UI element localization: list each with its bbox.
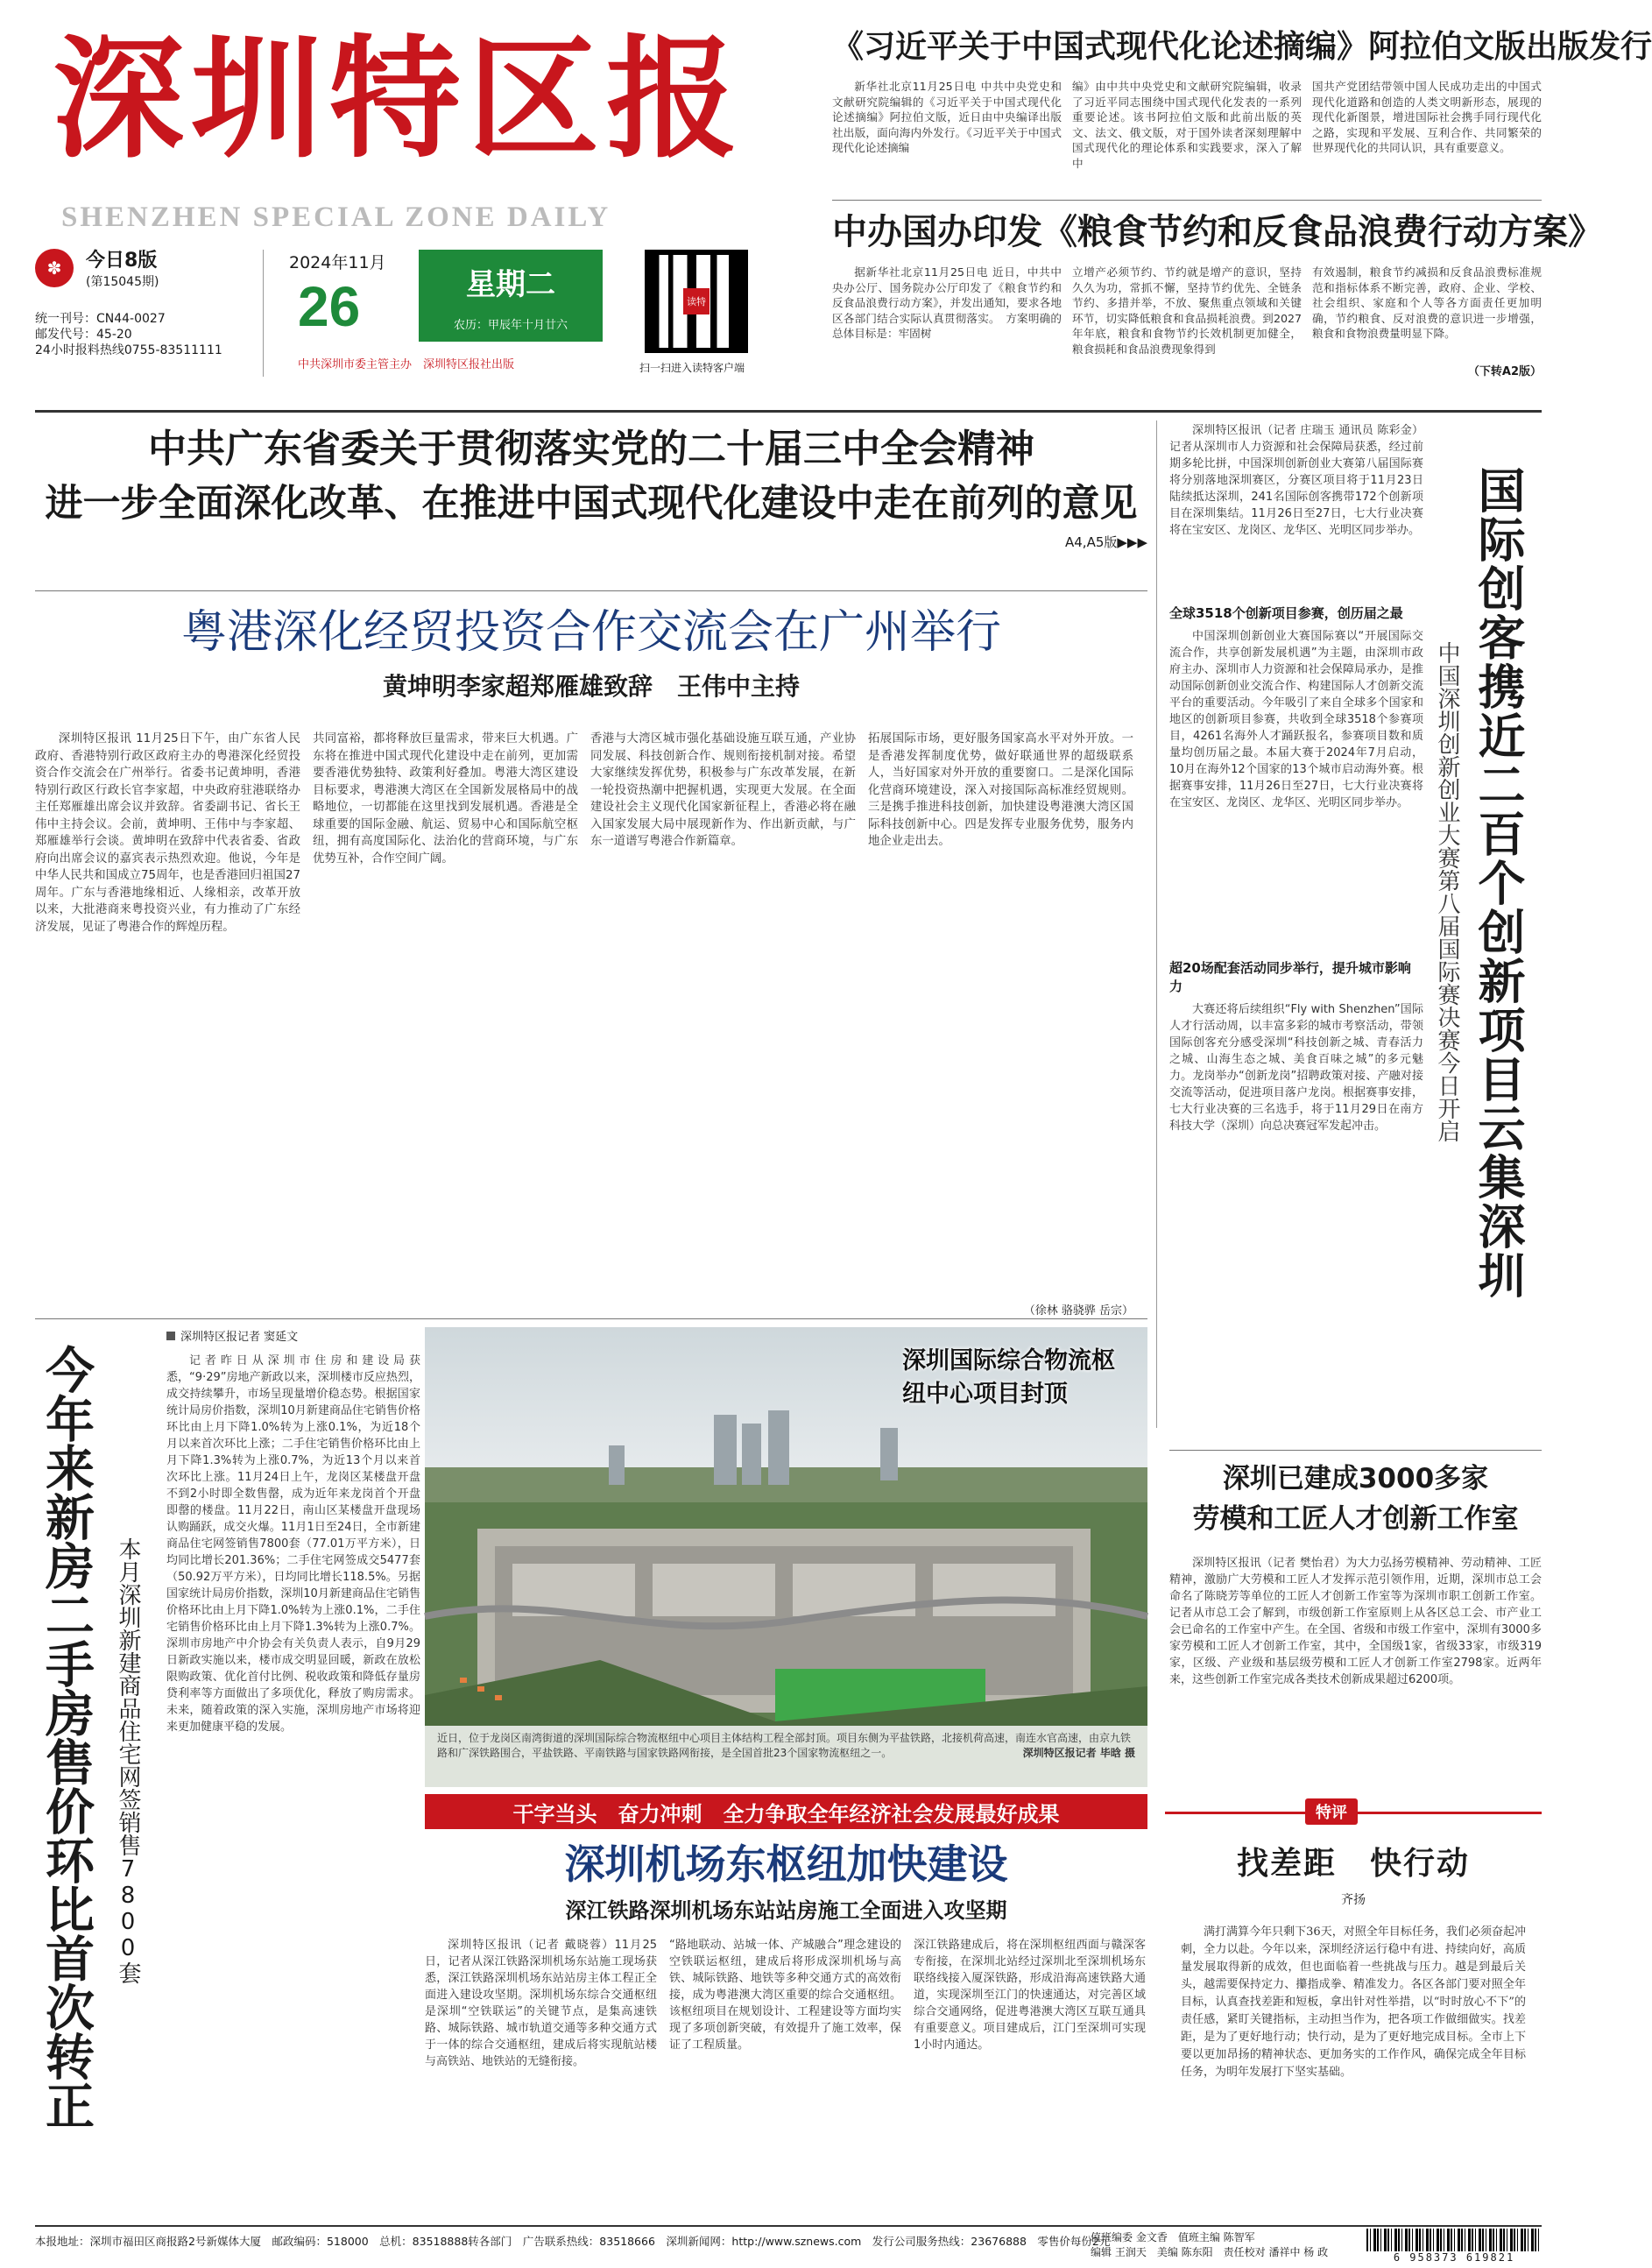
footer-editors-line1: 值班编委 金文香 值班主编 陈智军 [1091, 2231, 1255, 2243]
barcode [1366, 2229, 1542, 2265]
maker-headline: 国际创客携近二百个创新项目云集深圳 [1471, 466, 1526, 1300]
housing-headline: 今年来新房二手房售价环比首次转正 [38, 1345, 95, 2130]
weekday: 星期二 [466, 267, 555, 302]
masthead [35, 22, 823, 233]
forum-title: 粤港深化经贸投资合作交流会在广州举行 [180, 606, 1001, 659]
airport-col3: 深江铁路建成后，将在深圳枢纽西面与赣深客专衔接，在深圳北站经过深圳北至深圳机场东联络线接入厦深铁路，形成沿海高速铁路大通道，实现深圳至江门的快速通达，对完善区域综合交通网络，促进粤港澳大湾区互联互通具有重要意义。项目建成后，江门至深圳可实现1小时内通达。 [914, 1939, 1146, 2052]
lead-page-ref[interactable]: A4,A5版▶▶▶ [1065, 534, 1147, 550]
maker-subheadline: 中国深圳创新创业大赛第八届国际赛决赛今日开启 [1434, 641, 1460, 1142]
footer-editors [1091, 2230, 1353, 2260]
masthead-logo: 深圳特区报 [53, 22, 745, 176]
masthead-english-title: SHENZHEN SPECIAL ZONE DAILY [61, 201, 611, 233]
airport-subtitle: 深江铁路深圳机场东站站房施工全面进入攻坚期 [565, 1898, 1007, 1923]
barcode-number: 6 958373 619821 [1393, 2251, 1515, 2264]
forum-col3: 香港与大湾区城市强化基础设施互联互通，产业协同发展、科技创新合作、规则衔接机制对接。希望大家继续发挥优势，积极参与广东改革发展，在新一轮投资热潮中把握机遇，实现更大发展。在全面建设社会主义现代化国家新征程上，香港必将在融入国家发展大局中展现新作为、作出新贡献，与广东一道谱写粤港合作新篇章。 [590, 732, 856, 848]
forum-col4: 拓展国际市场，更好服务国家高水平对外开放。一是香港发挥制度优势，做好联通世界的超级联系人，当好国家对外开放的重要窗口。二是深化国际化营商环境建设，深入对接国际高标准经贸规则。三是携手推进科技创新，加快建设粤港澳大湾区国际科技创新中心。四是发挥专业服务优势，服务内地企业走出去。 [868, 732, 1133, 848]
news-food-waste [832, 207, 1603, 378]
byline-marker-icon [166, 1332, 175, 1340]
commentary-box [1165, 1804, 1542, 2216]
date-day: 26 [298, 275, 361, 338]
registration-number: 统一刊号：CN44-0027 [35, 312, 166, 326]
airport-col2: “路地联动、站城一体、产城融合”理念建设的空铁联运枢纽，建成后将形成深圳机场与高铁、城际铁路、地铁等多种交通方式的高效衔接，成为粤港澳大湾区重要的综合交通枢纽。该枢纽项目在规划设计、工程建设等方面均实现了多项创新突破，有效提升了施工效率，保证了工程质量。 [669, 1939, 901, 2052]
lunar-date: 农历：甲辰年十月廿六 [453, 319, 568, 332]
divider [35, 590, 1147, 591]
qr-block [639, 250, 788, 381]
footer-info: 本报地址：深圳市福田区商报路2号新媒体大厦 邮政编码：518000 总机：83518888转各部门 广告联系热线：83518666 深圳新闻网：http://www.sznews.com 发行公司服务热线：23676888 零售价每份2元 [35, 2235, 1111, 2248]
housing-byline: 深圳特区报记者 窦延文 [180, 1331, 299, 1344]
news-hotline: 24小时报料热线0755-83511111 [35, 343, 222, 357]
news-xi-book-col1: 新华社北京11月25日电 中共中央党史和文献研究院编辑的《习近平关于中国式现代化论述摘编》阿拉伯文版，近日由中央编译出版社出版，面向海内外发行。《习近平关于中国式现代化论述摘编 [832, 80, 1062, 154]
maker-para-2: 大赛还将后续组织“Fly with Shenzhen”国际人才行活动周，以丰富多彩的城市考察活动，带领国际创客充分感受深圳“科技创新之城、青春活力之城、山海生态之城、美食百味之城”的多元魅力。龙岗举办“创新龙岗”招聘政策对接、产融对接交流等活动，促进项目落户龙岗。根据赛事安排，七大行业决赛的三名选手，将于11月29日在南方科技大学（深圳）向总决赛冠军发起冲击。 [1169, 1003, 1423, 1133]
forum-col2: 共同富裕，都将释放巨量需求，带来巨大机遇。广东将在推进中国式现代化建设中走在前列，更加需要香港优势独特、政策利好叠加。粤港大湾区建设目标要求，粤港澳大湾区在全国新发展格局中的战略地位，一切都能在这里找到发展机遇。香港是全球重要的国际金融、航运、贸易中心和国际航空枢纽，拥有高度国际化、法治化的营商环境，与广东优势互补，合作空间广阔。 [313, 732, 578, 866]
header-divider [35, 410, 1542, 413]
maker-lead: 深圳特区报讯（记者 庄瑞玉 通讯员 陈彩金）记者从深圳市人力资源和社会保障局获悉，经过前期多轮比拼，中国深圳创新创业大赛第八届国际赛将分别落地深圳赛区，分赛区项目将于11月23日陆续抵达深圳，241名国际创客携带172个创新项目在深圳集结。11月26日至27日，七大行业决赛将在宝安区、龙岗区、龙华区、光明区同步举办。 [1169, 424, 1423, 537]
housing-body: 记者昨日从深圳市住房和建设局获悉，“9·29”房地产新政以来，深圳楼市反应热烈，成交持续攀升，市场呈现量增价稳态势。根据国家统计局房价指数，深圳10月新建商品住宅销售价格环比由上月下降1.0%转为上涨0.1%，为近18个月以来首次环比上涨；二手住宅销售价格环比由上月下降1.3%转为上涨0.7%，为近13个月以来首次环比上涨。11月24日上午，龙岗区某楼盘开盘不到2小时即全数售罄，成为近年来龙岗首个开盘即罄的楼盘。11月22日，南山区某楼盘开盘现场认购踊跃，成交火爆。11月1日至24日，全市新建商品住宅网签销售7800套（77.01万平方米），日均同比增长201.36%；二手住宅网签成交5477套（50.92万平方米），日均同比增长118.5%。另据国家统计局房价指数，深圳10月新建商品住宅销售价格环比由上月下降1.0%转为上涨0.1%，二手住宅销售价格环比由上月下降1.3%转为上涨0.7%。深圳市房地产中介协会有关负责人表示，自9月29日新政实施以来，楼市成交明显回暖，新政在放松限购政策、优化首付比例、税收政策和降低存量房贷利率等方面做出了多项优化，释放了购房需求。未来，随着政策的深入实施，深圳房地产市场将迎来更加健康平稳的发展。 [166, 1354, 420, 1734]
news-food-waste-col3: 有效遏制，粮食节约减损和反食品浪费标准规范和指标体系不断完善，政府、企业、学校、社会组织、家庭和个人等各方面责任更加明确，节约粮食、反对浪费的意识进一步增强，粮食和食物浪费量明显下降。 [1312, 265, 1542, 340]
news-xi-book [832, 25, 1652, 186]
airport-col1: 深圳特区报讯（记者 戴晓蓉）11月25日，记者从深江铁路深圳机场东站施工现场获悉，深江铁路深圳机场东站站房主体工程正全面进入建设攻坚期。深圳机场东综合交通枢纽是深圳“空铁联运”的关键节点，是集高速铁路、城际铁路、城市轨道交通等多种交通方式于一体的综合交通枢纽，建成后将实现航站楼与高铁站、地铁站的无缝衔接。 [425, 1939, 657, 2068]
commentary-author: 齐扬 [1341, 1893, 1366, 1907]
maker-para-1: 中国深圳创新创业大赛国际赛以“开展国际交流合作，共享创新发展机遇”为主题，由深圳市政府主办、深圳市人力资源和社会保障局承办，是推动国际创新创业交流合作、构建国际人才创新交流平台的重要活动。今年吸引了来自全球多个国家和地区的创新项目参赛，共收到全球3518个参赛项目，4261名海外人才踊跃报名，参赛项目数和质量均创历届之最。本届大赛于2024年7月启动，10月在海外12个国家的13个城市启动海外赛。根据赛事安排，11月26日至27日，七大行业决赛将在宝安区、龙岗区、龙华区、光明区同步举办。 [1169, 630, 1423, 809]
footer-divider [35, 2225, 1542, 2227]
divider [832, 200, 1542, 201]
labor-title-line2: 劳模和工匠人才创新工作室 [1192, 1503, 1519, 1535]
qr-app-badge: 读特 [683, 288, 710, 314]
barcode-bars [1366, 2229, 1542, 2251]
qr-caption: 扫一扫进入读特客户端 [639, 362, 745, 374]
housing-subheadline: 本月深圳新建商品住宅网签销售7800套 [115, 1537, 141, 1984]
maker-subhead-1: 全球3518个创新项目参赛，创历届之最 [1169, 605, 1403, 621]
edition-info [35, 245, 254, 377]
housing-byline-row [166, 1327, 420, 1344]
commentary-body: 满打满算今年只剩下36天，对照全年目标任务，我们必须奋起冲刺，全力以赴。今年以来，深圳经济运行稳中有进、持续向好，高质量发展取得新的成效，但也面临着一些挑战与压力。越是到最后关头，越需要保持定力、攥指成拳、精准发力。各区各部门要对照全年目标，认真查找差距和短板，拿出针对性举措，以“时时放心不下”的责任感，紧盯关键指标，主动担当作为，把各项工作做细做实。找差距，是为了更好地行动；快行动，是为了更好地完成目标。全市上下要以更加昂扬的精神状态、更加务实的工作作风，确保完成全年目标任务，为明年发展打下坚实基础。 [1181, 1925, 1526, 2079]
divider [1169, 1450, 1542, 1451]
date-block [289, 250, 622, 381]
edition-pages: 今日8版 [86, 250, 158, 272]
airport-title: 深圳机场东枢纽加快建设 [564, 1841, 1008, 1888]
forum-story [35, 597, 1147, 1316]
news-food-waste-col2: 立增产必须节约、节约就是增产的意识，坚持久久为功，常抓不懈，坚持节约优先、全链条节约、多措并举，不放、聚焦重点领域和关键环节，切实降低粮食和食品损耗浪费。到2027年年底，粮食和食物节约长效机制更加健全，粮食损耗和食品浪费现象得到 [1072, 265, 1302, 356]
labor-body: 深圳特区报讯（记者 樊怡君）为大力弘扬劳模精神、劳动精神、工匠精神，激励广大劳模和工匠人才发挥示范引领作用，近期，深圳市总工会命名了陈晓芳等单位的工匠人才创新工作室等为深圳市职工创新工作室。记者从市总工会了解到，市级创新工作室原则上从各区总工会、市产业工会已命名的工作室中产生。在全国、省级和市级工作室中，深圳有3000多家劳模和工匠人才创新工作室，其中，全国级1家，省级33家，市级319家，区级、产业级和基层级劳模和工匠人才创新工作室2798家。近两年来，这些创新工作室完成各类技术创新成果超过6200项。 [1169, 1557, 1542, 1686]
news-xi-book-col2: 编》由中共中央党史和文献研究院编辑，收录了习近平同志围绕中国式现代化发表的一系列重要论述。该书阿拉伯文版和此前出版的英文、法文、俄文版，对于国外读者深刻理解中国式现代化的理论体系和实践要求，深入了解中 [1072, 80, 1302, 170]
commentary-title: 找差距 快行动 [1236, 1846, 1470, 1882]
news-xi-book-col3: 国共产党团结带领中国人民成功走出的中国式现代化道路和创造的人类文明新形态，展现的现代化新图景，增进国际社会携手同行现代化之路，实现和平发展、互利合作、共同繁荣的世界现代化的共同认识，具有重要意义。 [1312, 80, 1542, 154]
labor-story [1169, 1459, 1542, 1809]
date-year-month: 2024年11月 [289, 253, 386, 272]
forum-byline: （徐林 骆骁骅 岳宗） [1023, 1304, 1133, 1318]
news-food-waste-col1: 据新华社北京11月25日电 近日，中共中央办公厅、国务院办公厅印发了《粮食节约和反食品浪费行动方案》，并发出通知，要求各地区各部门结合实际认真贯彻落实。 方案明确的总体目标是：牢固树 [832, 265, 1062, 340]
news-food-waste-title: 中办国办印发《粮食节约和反食品浪费行动方案》 [832, 212, 1603, 252]
slogan-banner: 干字当头 奋力冲刺 全力争取全年经济社会发展最好成果 [425, 1794, 1147, 1829]
logistics-caption: 近日，位于龙岗区南湾街道的深圳国际综合物流枢纽中心项目主体结构工程全部封顶。项目东侧为平盐铁路，北接机荷高速，南连水官高速，由京九铁路和广深铁路围合，平盐铁路、平南铁路与国家铁路网衔接，是全国首批23个国家物流枢纽之一。 [437, 1732, 1132, 1759]
lead-title-line1: 中共广东省委关于贯彻落实党的二十届三中全会精神 [148, 427, 1034, 471]
footer-editors-line2: 编辑 王润天 美编 陈东阳 责任校对 潘祥中 杨 政 [1091, 2246, 1329, 2258]
postal-code: 邮发代号：45-20 [35, 328, 132, 342]
newspaper-emblem-icon: ✽ [35, 249, 74, 287]
logistics-caption-box [425, 1726, 1147, 1787]
maker-subhead-2: 超20场配套活动同步举行，提升城市影响力 [1169, 960, 1411, 994]
column-divider [1156, 420, 1157, 1428]
lead-story [35, 422, 1147, 597]
housing-story [35, 1327, 420, 2216]
logistics-photo [425, 1327, 1147, 1787]
continued-link[interactable]: （下转A2版） [1467, 365, 1542, 378]
weekday-box [419, 250, 603, 342]
maker-story [1169, 422, 1542, 1438]
lead-title-line2: 进一步全面深化改革、在推进中国式现代化建设中走在前列的意见 [45, 482, 1138, 526]
logistics-photo-credit: 深圳特区报记者 毕晗 摄 [1022, 1747, 1135, 1759]
qr-code[interactable] [645, 250, 748, 353]
news-xi-book-title: 《习近平关于中国式现代化论述摘编》阿拉伯文版出版发行 [832, 28, 1652, 65]
divider [35, 1318, 1147, 1319]
labor-title-line1: 深圳已建成3000多家 [1222, 1463, 1489, 1494]
logistics-photo-title: 深圳国际综合物流枢纽中心项目封顶 [902, 1347, 1115, 1408]
issue-number: (第15045期) [86, 275, 159, 289]
airport-story [425, 1835, 1147, 2221]
forum-subtitle: 黄坤明李家超郑雁雄致辞 王伟中主持 [382, 672, 800, 701]
forum-col1: 深圳特区报讯 11月25日下午，由广东省人民政府、香港特别行政区政府主办的粤港深化经贸投资合作交流会在广州举行。省委书记黄坤明，香港特别行政区行政长官李家超，中央政府驻港联络办主任郑雁雄出席会议并致辞。省委副书记、省长王伟中主持会议。会前，黄坤明、王伟中与李家超、郑雁雄举行会谈。黄坤明在致辞中代表省委、省政府向出席会议的嘉宾表示热烈欢迎。他说，今年是中华人民共和国成立75周年，也是香港回归祖国27周年。广东与香港地缘相近、人缘相亲，改革开放以来，大批港商来粤投资兴业，有力推动了广东经济发展，见证了粤港合作的辉煌历程。 [35, 732, 300, 934]
commentary-badge: 特评 [1305, 1798, 1358, 1825]
divider [263, 250, 264, 377]
sponsor-line: 中共深圳市委主管主办 深圳特区报社出版 [298, 358, 515, 371]
